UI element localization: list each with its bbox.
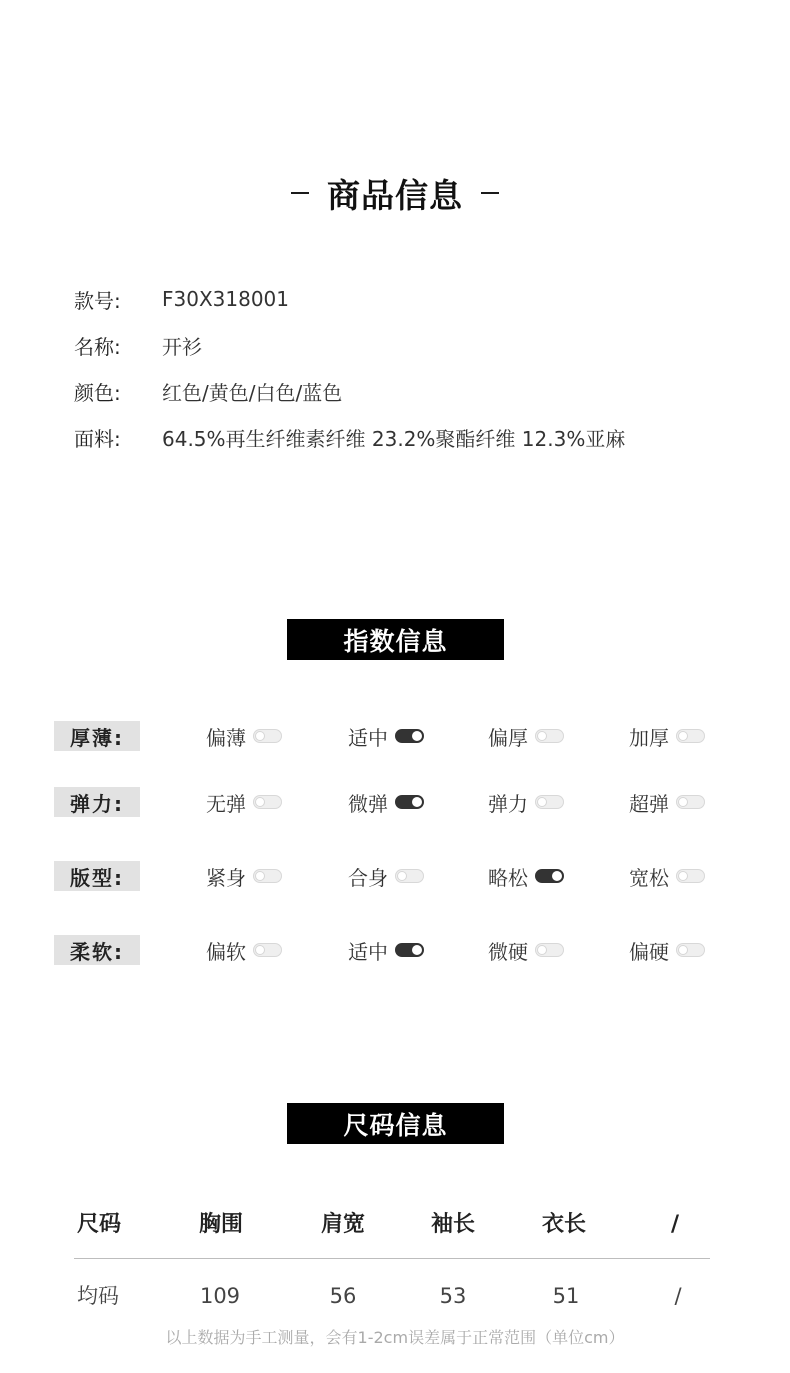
index-option: [629, 935, 705, 965]
header-cell-blank: /: [670, 1212, 680, 1237]
header-cell-chest: 胸围: [198, 1212, 244, 1237]
info-row-style-no: [74, 276, 625, 322]
info-label: 面料:: [74, 426, 121, 451]
index-option-label: 宽松: [629, 865, 669, 890]
index-option: [206, 721, 282, 751]
toggle-off-icon: [395, 869, 424, 883]
toggle-knob: [255, 871, 265, 881]
toggle-knob: [537, 797, 547, 807]
toggle-on-icon: [395, 795, 424, 809]
toggle-on-icon: [395, 943, 424, 957]
info-value: 开衫: [162, 334, 202, 359]
cell-shoulder: 56: [329, 1284, 357, 1308]
index-option-label: 紧身: [206, 865, 246, 890]
measurement-note: 以上数据为手工测量，会有1-2cm误差属于正常范围（单位cm）: [165, 1328, 625, 1347]
cell-length: 51: [552, 1284, 580, 1308]
toggle-knob: [412, 797, 422, 807]
toggle-knob: [552, 871, 562, 881]
index-option: [348, 721, 424, 751]
cell-chest: 109: [199, 1284, 241, 1308]
size-info-title: 尺码信息: [287, 1103, 504, 1144]
index-option-label: 合身: [348, 865, 388, 890]
toggle-knob: [255, 945, 265, 955]
info-label: 颜色:: [74, 380, 121, 405]
index-option-label: 适中: [348, 725, 388, 750]
index-row-label: 柔软:: [54, 935, 140, 965]
cell-size: 均码: [77, 1284, 119, 1308]
product-info-header: [0, 170, 790, 216]
index-option-label: 偏软: [206, 939, 246, 964]
index-option: [348, 861, 424, 891]
product-info-list: [74, 276, 625, 460]
index-option: [488, 787, 564, 817]
info-row-fabric: [74, 414, 625, 460]
toggle-off-icon: [676, 869, 705, 883]
toggle-off-icon: [253, 869, 282, 883]
header-cell-size: 尺码: [77, 1212, 122, 1237]
index-option-label: 偏厚: [488, 725, 528, 750]
header-cell-shoulder: 肩宽: [320, 1212, 366, 1237]
size-table-header: [74, 1200, 710, 1250]
toggle-knob: [537, 945, 547, 955]
index-option-label: 偏硬: [629, 939, 669, 964]
toggle-knob: [678, 731, 688, 741]
toggle-knob: [678, 797, 688, 807]
index-option-label: 略松: [488, 865, 528, 890]
index-option: [206, 787, 282, 817]
title-dash-left: [291, 192, 309, 194]
toggle-off-icon: [535, 729, 564, 743]
index-row: [54, 721, 734, 751]
toggle-knob: [412, 731, 422, 741]
toggle-knob: [397, 871, 407, 881]
info-value: 64.5%再生纤维素纤维 23.2%聚酯纤维 12.3%亚麻: [162, 426, 626, 451]
index-info-title: 指数信息: [287, 619, 504, 660]
index-option: [629, 721, 705, 751]
toggle-off-icon: [253, 795, 282, 809]
info-value: 红色/黄色/白色/蓝色: [162, 380, 343, 405]
index-option-label: 加厚: [629, 725, 669, 750]
toggle-off-icon: [535, 795, 564, 809]
toggle-knob: [255, 797, 265, 807]
info-label: 款号:: [74, 288, 121, 313]
index-row-label: 版型:: [54, 861, 140, 891]
toggle-knob: [255, 731, 265, 741]
info-label: 名称:: [74, 334, 121, 359]
index-option-label: 无弹: [206, 791, 246, 816]
toggle-off-icon: [676, 795, 705, 809]
info-value: F30X318001: [162, 287, 290, 311]
header-cell-length: 衣长: [541, 1212, 587, 1237]
toggle-off-icon: [253, 943, 282, 957]
toggle-on-icon: [535, 869, 564, 883]
index-option: [629, 861, 705, 891]
index-option: [488, 861, 564, 891]
toggle-knob: [537, 731, 547, 741]
table-row: [74, 1271, 710, 1321]
index-option: [348, 787, 424, 817]
table-divider: [74, 1258, 710, 1259]
cell-blank: /: [674, 1284, 682, 1308]
cell-sleeve: 53: [439, 1284, 467, 1308]
index-option-label: 偏薄: [206, 725, 246, 750]
header-cell-sleeve: 袖长: [430, 1212, 476, 1237]
index-option-label: 弹力: [488, 791, 528, 816]
toggle-off-icon: [676, 729, 705, 743]
index-option-label: 微弹: [348, 791, 388, 816]
index-option: [206, 935, 282, 965]
title-dash-right: [481, 192, 499, 194]
info-row-color: [74, 368, 625, 414]
index-option-label: 超弹: [629, 791, 669, 816]
toggle-off-icon: [676, 943, 705, 957]
toggle-knob: [678, 945, 688, 955]
index-row: [54, 861, 734, 891]
index-option: [488, 721, 564, 751]
toggle-on-icon: [395, 729, 424, 743]
index-option-label: 适中: [348, 939, 388, 964]
index-option: [206, 861, 282, 891]
size-table: [74, 1200, 710, 1321]
product-info-title: 商品信息: [327, 175, 463, 215]
index-row-label: 厚薄:: [54, 721, 140, 751]
index-option: [629, 787, 705, 817]
toggle-off-icon: [253, 729, 282, 743]
index-row: [54, 935, 734, 965]
toggle-knob: [412, 945, 422, 955]
info-row-name: [74, 322, 625, 368]
index-row: [54, 787, 734, 817]
index-option: [488, 935, 564, 965]
index-option-label: 微硬: [488, 939, 528, 964]
index-row-label: 弹力:: [54, 787, 140, 817]
toggle-knob: [678, 871, 688, 881]
index-option: [348, 935, 424, 965]
toggle-off-icon: [535, 943, 564, 957]
